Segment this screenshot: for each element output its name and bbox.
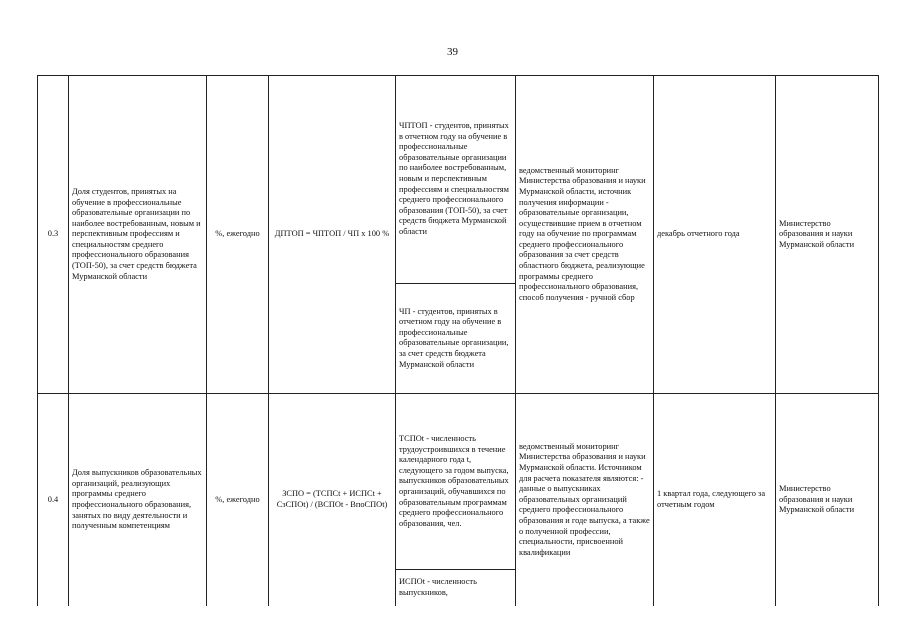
formula-cell: ДПТОП = ЧПТОП / ЧП x 100 %	[269, 76, 396, 394]
indicator-name-cell: Доля выпускников образовательных организаций, реализующих программы среднего профессионального образования, занятых по виду деятельности и полученным компетенциям	[69, 394, 207, 607]
indicators-table	[37, 75, 879, 607]
row-number-cell: 0.4	[38, 394, 69, 607]
timing-cell: декабрь отчетного года	[654, 76, 776, 394]
responsible-cell: Министерство образования и науки Мурманской области	[776, 76, 879, 394]
unit-cell: %, ежегодно	[207, 76, 269, 394]
data-source-cell: ведомственный мониторинг Министерства образования и науки Мурманской области. Источником для расчета показателя являются: - данные о выпускниках образовательных организаций среднего профессионального образования и годе выпуска, а также о полученной профессии, специальности, присвоенной квалификации	[516, 394, 654, 607]
unit-cell: %, ежегодно	[207, 394, 269, 607]
table-row	[38, 394, 879, 570]
formula-cell: ЗСПО = (ТСПСt + ИСПСt + СзСПОt) / (ВСПОt - ВпоСПОt)	[269, 394, 396, 607]
indicator-name-cell: Доля студентов, принятых на обучение в профессиональные образовательные организации по наиболее востребованным, новым и перспективным профессиям и специальностям среднего профессионального образования (ТОП-50), за счет средств бюджета Мурманской области	[69, 76, 207, 394]
page-cut-mask	[37, 606, 879, 607]
row-number-cell: 0.3	[38, 76, 69, 394]
timing-cell: 1 квартал года, следующего за отчетным годом	[654, 394, 776, 607]
table-row	[38, 76, 879, 284]
variable-definition-cell: ИСПОt - численность выпускников,	[396, 570, 516, 607]
variable-definition-cell: ЧПТОП - студентов, принятых в отчетном году на обучение в профессиональные образовательные организации по наиболее востребованным, новым и перспективным профессиям и специальностям среднего профессионального образования (ТОП-50), за счет средств бюджета Мурманской области	[396, 76, 516, 284]
variable-definition-cell: ТСПОt - численность трудоустроившихся в течение календарного года t, следующего за годом выпуска, выпускников образовательных организаций, обучавшихся по образовательным программам среднего профессионального образования, чел.	[396, 394, 516, 570]
responsible-cell: Министерство образования и науки Мурманской области	[776, 394, 879, 607]
variable-definition-cell: ЧП - студентов, принятых в отчетном году на обучение в профессиональные образовательные организации, за счет средств бюджета Мурманской области	[396, 283, 516, 393]
page-number: 39	[447, 46, 458, 58]
data-source-cell: ведомственный мониторинг Министерства образования и науки Мурманской области, источник получения информации - образовательные организации, осуществившие прием в отчетном году на обучение по программам среднего профессионального образования за счет средств областного бюджета, реализующие программы среднего профессионального образования, способ получения - ручной сбор	[516, 76, 654, 394]
